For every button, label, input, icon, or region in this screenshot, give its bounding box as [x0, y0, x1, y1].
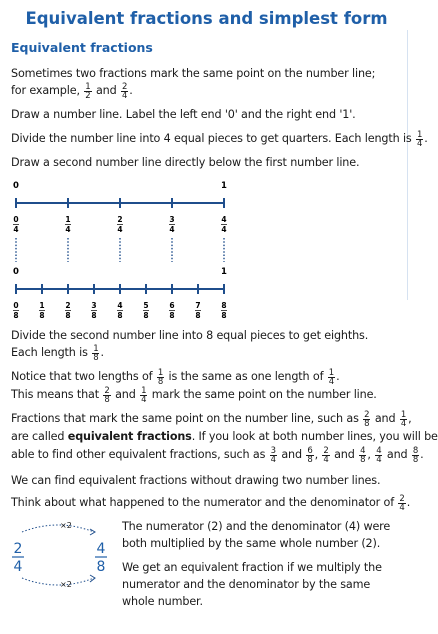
number-line-1-tick-denominator: 4 [65, 225, 71, 234]
number-line-1-tick-numerator: 0 [13, 215, 19, 224]
term-equivalent-fractions: equivalent fractions [67, 430, 192, 443]
same-point-line: This means that $\frac{2}{8}$ and $\frac{1}{4}$ mark the same point on the number line. [11, 385, 377, 405]
bottom-arrowhead-icon [90, 575, 95, 582]
number-line-1-tick-denominator: 4 [169, 225, 175, 234]
fraction-2-4: $\frac{2}{4}$ [121, 81, 128, 101]
top-arrow-arc [22, 525, 94, 532]
page-title: Equivalent fractions and simplest form [25, 9, 388, 28]
fraction-1-8: $\frac{1}{8}$ [157, 367, 164, 387]
number-line-1-tick-numerator: 3 [169, 215, 175, 224]
fraction-6-8: $\frac{6}{8}$ [307, 445, 313, 465]
number-line-2-tick-numerator: 0 [13, 301, 19, 310]
number-line-1-left-label: 0 [13, 181, 19, 191]
top-arrowhead-icon [90, 529, 95, 535]
instruction-second-line: Draw a second number line directly below the first number line. [11, 156, 360, 169]
number-line-2-tick-numerator: 7 [195, 301, 201, 310]
number-line-1-tick-denominator: 4 [13, 225, 19, 234]
intro-line-2: for example, $\frac{1}{2}$ and $\frac{2}{4}$ . [11, 81, 133, 101]
number-line-2-tick-denominator: 8 [65, 311, 71, 320]
number-line-1-tick-denominator: 4 [117, 225, 123, 234]
number-line-2-tick-numerator: 4 [117, 301, 123, 310]
number-line-1-tick-denominator: 4 [221, 225, 227, 234]
number-lines-figure [0, 178, 413, 328]
fraction-4-8: $\frac{4}{8}$ [360, 445, 366, 465]
explanation-line-1: The numerator (2) and the denominator (4) were [122, 520, 391, 533]
fraction-2-8: $\frac{2}{8}$ [364, 409, 370, 429]
rule-line-3: whole number. [122, 595, 203, 608]
right-denominator: 8 [96, 559, 106, 575]
alignment-dotted-lines [16, 238, 224, 262]
number-line-2-tick-denominator: 8 [91, 311, 97, 320]
left-numerator: 2 [13, 541, 23, 557]
number-line-2-tick-numerator: 3 [91, 301, 97, 310]
number-line-1-tick-numerator: 2 [117, 215, 123, 224]
number-line-2-tick-denominator: 8 [143, 311, 149, 320]
number-line-2-left-label: 0 [13, 267, 19, 277]
number-line-2-tick-denominator: 8 [195, 311, 201, 320]
fraction-1-4: $\frac{1}{4}$ [400, 409, 407, 429]
right-numerator: 4 [96, 541, 106, 557]
bottom-multiplier-label: ×2 [60, 580, 72, 589]
fraction-4-4: $\frac{4}{4}$ [376, 445, 382, 465]
fraction-1-4: $\frac{1}{4}$ [417, 129, 423, 149]
definition-line-2: are called equivalent fractions. If you look at both number lines, you will be [11, 430, 438, 443]
fraction-1-2: $\frac{1}{2}$ [85, 81, 91, 101]
number-line-1-tick-numerator: 4 [221, 215, 227, 224]
rule-line-1: We get an equivalent fraction if we multiply the [122, 561, 382, 574]
fraction-2-8: $\frac{2}{8}$ [104, 385, 110, 405]
definition-line-1: Fractions that mark the same point on the number line, such as $\frac{2}{8}$ and $\frac{1}{4}$ , [11, 409, 412, 429]
fraction-2-4: $\frac{2}{4}$ [323, 445, 329, 465]
left-denominator: 4 [13, 559, 23, 575]
fraction-1-4: $\frac{1}{4}$ [141, 385, 147, 405]
eighths-line-2: Each length is $\frac{1}{8}$ . [11, 343, 104, 363]
instruction-draw-line: Draw a number line. Label the left end '0' and the right end '1'. [11, 108, 356, 121]
definition-line-3: able to find other equivalent fractions, such as $\frac{3}{4}$ and $\frac{6}{8}$ , $\frac{2}{4}$ and $\frac{4}{8}$ , $\frac{4}{4}$ and $\frac{8}{8}$ . [11, 445, 424, 465]
number-line-2-tick-numerator: 5 [143, 301, 149, 310]
notice-line: Notice that two lengths of $\frac{1}{8}$ is the same as one length of $\frac{1}{4}$ . [11, 367, 340, 387]
number-line-2-tick-denominator: 8 [117, 311, 123, 320]
intro-line-1: Sometimes two fractions mark the same point on the number line; [11, 67, 376, 80]
number-line-2-right-label: 1 [221, 267, 227, 277]
number-line-eighths [13, 284, 227, 320]
number-line-2-tick-denominator: 8 [13, 311, 19, 320]
fraction-8-8: $\frac{8}{8}$ [412, 445, 419, 465]
number-line-2-tick-denominator: 8 [221, 311, 227, 320]
eighths-line-1: Divide the second number line into 8 equal pieces to get eighths. [11, 329, 369, 342]
rule-line-2: numerator and the denominator by the same [122, 578, 371, 591]
fraction-1-8: $\frac{1}{8}$ [93, 343, 99, 363]
multiply-diagram [8, 520, 118, 590]
number-line-2-tick-numerator: 6 [169, 301, 175, 310]
explanation-line-2: both multiplied by the same whole number (2). [122, 537, 381, 550]
number-line-1-right-label: 1 [221, 181, 227, 191]
number-line-2-tick-numerator: 2 [65, 301, 71, 310]
number-line-2-tick-denominator: 8 [169, 311, 175, 320]
number-line-2-tick-denominator: 8 [39, 311, 45, 320]
number-line-2-tick-numerator: 1 [39, 301, 45, 310]
top-multiplier-label: ×2 [60, 521, 72, 530]
number-line-1-tick-numerator: 1 [65, 215, 71, 224]
fraction-2-4: $\frac{2}{4}$ [399, 493, 405, 513]
bottom-arrow-arc [22, 578, 94, 585]
section-heading: Equivalent fractions [11, 40, 153, 55]
instruction-quarters: Divide the number line into 4 equal pieces to get quarters. Each length is $\frac{1}{4}$ . [11, 129, 428, 149]
think-about-line: Think about what happened to the numerator and the denominator of $\frac{2}{4}$ . [11, 493, 411, 513]
fraction-1-4: $\frac{1}{4}$ [328, 367, 335, 387]
number-line-quarters [13, 198, 227, 234]
without-lines-line: We can find equivalent fractions without drawing two number lines. [11, 474, 381, 487]
fraction-3-4: $\frac{3}{4}$ [270, 445, 276, 465]
number-line-2-tick-numerator: 8 [221, 301, 227, 310]
